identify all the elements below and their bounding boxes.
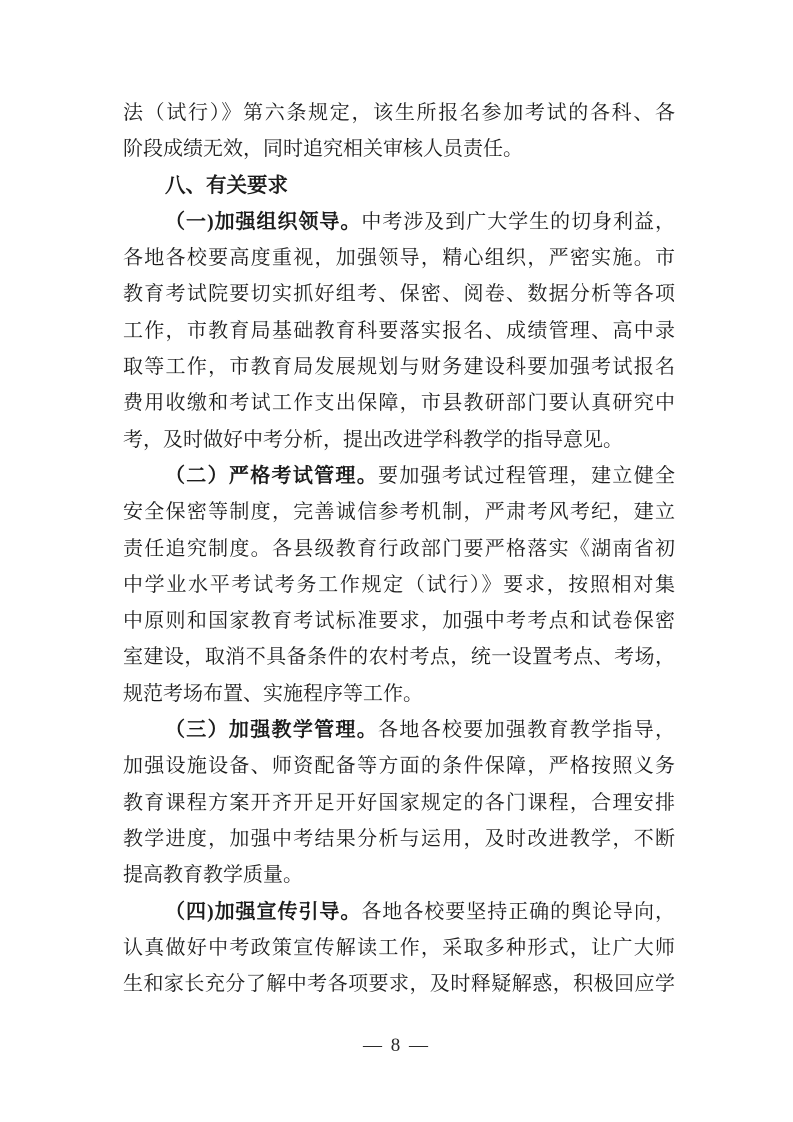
line-text: 中考涉及到广大学生的切身利益，	[361, 210, 675, 233]
text-line: 规范考场布置、实施程序等工作。	[123, 682, 423, 705]
text-block	[123, 95, 675, 1002]
text-line: 提高教育教学质量。	[123, 864, 303, 887]
paragraph-line	[123, 458, 675, 494]
text-line: 加强设施设备、师资配备等方面的条件保障，严格按照义务	[123, 755, 675, 778]
text-line: 教育考试院要切实抓好组考、保密、阅卷、数据分析等各项	[123, 283, 675, 306]
text-line: 各地各校要高度重视，加强领导，精心组织，严密实施。市	[123, 247, 675, 270]
paragraph-lead-bold: （一)加强组织领导。	[165, 210, 362, 233]
text-line: 法（试行）》第六条规定，该生所报名参加考试的各科、各	[123, 102, 675, 124]
text-line: 取等工作，市教育局发展规划与财务建设科要加强考试报名	[123, 356, 675, 379]
text-line: 工作，市教育局基础教育科要落实报名、成绩管理、高中录	[123, 319, 675, 342]
text-line: 教学进度，加强中考结果分析与运用，及时改进教学，不断	[123, 827, 675, 850]
text-line: 室建设，取消不具备条件的农村考点，统一设置考点、考场，	[123, 646, 675, 669]
text-line: 阶段成绩无效，同时追究相关审核人员责任。	[123, 138, 523, 161]
paragraph-lead-bold: （二）严格考试管理。	[165, 464, 379, 487]
page-number: — 8 —	[363, 1035, 430, 1056]
paragraph-lead-bold: （三）加强教学管理。	[165, 719, 379, 742]
line-text: 各地各校要加强教育教学指导，	[378, 719, 675, 742]
section-heading: 八、有关要求	[165, 173, 288, 197]
paragraph-lead-bold: （四)加强宣传引导。	[165, 900, 362, 923]
paragraph-line	[123, 894, 675, 930]
text-line: 认真做好中考政策宣传解读工作，采取多种形式，让广大师	[123, 936, 675, 959]
text-line: 安全保密等制度，完善诚信参考机制，严肃考风考纪，建立	[123, 501, 675, 524]
text-line: 责任追究制度。各县级教育行政部门要严格落实《湖南省初	[123, 537, 675, 560]
line-text: 要加强考试过程管理，建立健全	[378, 464, 675, 487]
text-line: 中原则和国家教育考试标准要求，加强中考考点和试卷保密	[123, 610, 675, 633]
paragraph-line	[123, 204, 675, 240]
paragraph-line	[123, 712, 675, 748]
text-line: 考，及时做好中考分析，提出改进学科教学的指导意见。	[123, 428, 623, 451]
text-line: 中学业水平考试考务工作规定（试行）》要求，按照相对集	[123, 573, 675, 596]
text-line: 费用收缴和考试工作支出保障，市县教研部门要认真研究中	[123, 392, 675, 415]
text-line: 教育课程方案开齐开足开好国家规定的各门课程，合理安排	[123, 791, 675, 814]
line-text: 各地各校要坚持正确的舆论导向，	[361, 900, 675, 923]
text-line: 生和家长充分了解中考各项要求，及时释疑解惑，积极回应学	[123, 973, 675, 996]
